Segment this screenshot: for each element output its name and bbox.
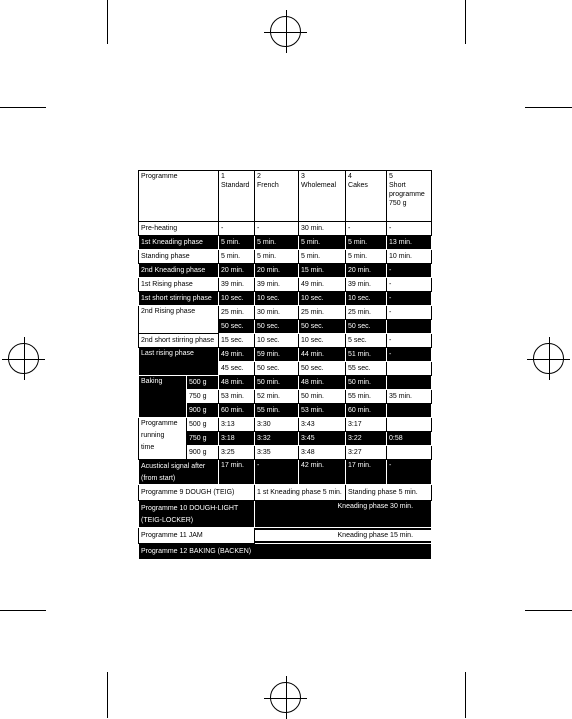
- standing-row: [139, 250, 432, 264]
- cell: 5 min.: [299, 250, 346, 264]
- stir2-row: [139, 334, 432, 348]
- row-label: Last rising phase: [139, 348, 219, 376]
- cell: -: [219, 222, 255, 236]
- cell: 52 min.: [255, 390, 299, 404]
- crop-mark: [107, 672, 108, 718]
- crop-mark: [465, 672, 466, 718]
- cell: 5 min.: [346, 250, 387, 264]
- cell: -: [387, 264, 432, 278]
- programme-9-label: Programme 9 DOUGH (TEIG): [139, 485, 255, 501]
- cell: 25 min.: [219, 306, 255, 320]
- cell: 17 min.: [346, 460, 387, 485]
- cell: 5 sec.: [346, 334, 387, 348]
- cell: 59 min.: [255, 348, 299, 362]
- cell: [387, 362, 432, 376]
- weight-label: 900 g: [187, 446, 219, 460]
- programme-9-phase2: Standing phase 5 min.: [346, 485, 432, 501]
- weight-label: 500 g: [187, 418, 219, 432]
- programme-11-row: [139, 528, 432, 544]
- rise2-row: [139, 306, 432, 320]
- programme-9-phase1: 1 st Kneading phase 5 min.: [255, 485, 346, 501]
- cell: 5 min.: [255, 250, 299, 264]
- programme-11-text: Kneading phase 15 min.: [255, 528, 432, 544]
- cell: 5 min.: [299, 236, 346, 250]
- cell: 17 min.: [219, 460, 255, 485]
- cell: 50 sec.: [219, 320, 255, 334]
- rise1-row: [139, 278, 432, 292]
- cell: 39 min.: [346, 278, 387, 292]
- cell: 3:13: [219, 418, 255, 432]
- cell: 53 min.: [219, 390, 255, 404]
- row-label: 2nd short stirring phase: [139, 334, 219, 348]
- cell: [387, 376, 432, 390]
- col-header-1: 1 Standard: [219, 171, 255, 222]
- cell: [387, 446, 432, 460]
- cell: 50 min.: [255, 376, 299, 390]
- cell: 42 min.: [299, 460, 346, 485]
- row-label: Pre-heating: [139, 222, 219, 236]
- cell: -: [255, 222, 299, 236]
- col-header-2: 2 French: [255, 171, 299, 222]
- cell: 15 sec.: [219, 334, 255, 348]
- weight-label: 900 g: [187, 404, 219, 418]
- cell: 50 min.: [299, 390, 346, 404]
- cell: 5 min.: [255, 236, 299, 250]
- cell: 3:22: [346, 432, 387, 446]
- cell: 10 sec.: [346, 292, 387, 306]
- cell: 30 min.: [255, 306, 299, 320]
- weight-label: 750 g: [187, 390, 219, 404]
- cell: -: [387, 334, 432, 348]
- row-label: 2nd Rising phase: [139, 306, 219, 334]
- cell: 5 min.: [219, 236, 255, 250]
- cell: 55 sec.: [346, 362, 387, 376]
- cell: 25 min.: [346, 306, 387, 320]
- registration-mark-bottom: [270, 682, 301, 713]
- row-label: 1st Rising phase: [139, 278, 219, 292]
- cell: 20 min.: [346, 264, 387, 278]
- cell: 45 sec.: [219, 362, 255, 376]
- cell: 50 sec.: [299, 362, 346, 376]
- cell: 39 min.: [219, 278, 255, 292]
- cell: 48 min.: [299, 376, 346, 390]
- cell: 10 sec.: [255, 334, 299, 348]
- cell: 5 min.: [346, 236, 387, 250]
- cell: 55 min.: [346, 390, 387, 404]
- cell: 0:58: [387, 432, 432, 446]
- row-label: 1st Kneading phase: [139, 236, 219, 250]
- programme-9-row: [139, 485, 432, 501]
- programme-10-row: [139, 501, 432, 528]
- programme-12-label: Programme 12 BAKING (BACKEN): [139, 544, 432, 560]
- cell: 60 min.: [219, 404, 255, 418]
- cell: 51 min.: [346, 348, 387, 362]
- cell: 3:35: [255, 446, 299, 460]
- cell: 10 sec.: [219, 292, 255, 306]
- cell: 50 sec.: [346, 320, 387, 334]
- cell: 10 min.: [387, 250, 432, 264]
- row-label: Standing phase: [139, 250, 219, 264]
- cell: -: [387, 278, 432, 292]
- cell: 3:48: [299, 446, 346, 460]
- cell: 10 sec.: [255, 292, 299, 306]
- cell: 30 min.: [299, 222, 346, 236]
- cell: 50 min.: [346, 376, 387, 390]
- cell: 50 sec.: [299, 320, 346, 334]
- cell: 50 sec.: [255, 320, 299, 334]
- cell: 20 min.: [219, 264, 255, 278]
- lastrise-row: [139, 348, 432, 362]
- cell: -: [255, 460, 299, 485]
- crop-mark: [525, 107, 572, 108]
- crop-mark: [525, 610, 572, 611]
- cell: 3:30: [255, 418, 299, 432]
- acoustic-row: [139, 460, 432, 485]
- baking-row-500: [139, 376, 432, 390]
- row-label: Acustical signal after (from start): [139, 460, 219, 485]
- knead2-row: [139, 264, 432, 278]
- cell: 10 sec.: [299, 334, 346, 348]
- row-label: 1st short stirring phase: [139, 292, 219, 306]
- crop-mark: [107, 0, 108, 44]
- col-header-3: 3 Wholemeal: [299, 171, 346, 222]
- programme-10-label: Programme 10 DOUGH-LIGHT (TEIG-LOCKER): [139, 501, 255, 528]
- col-header-5: 5 Short programme 750 g: [387, 171, 432, 222]
- weight-label: 750 g: [187, 432, 219, 446]
- running-row-500: [139, 418, 432, 432]
- cell: 3:17: [346, 418, 387, 432]
- row-label: Baking: [139, 376, 187, 418]
- registration-mark-right: [533, 343, 564, 374]
- cell: -: [387, 348, 432, 362]
- registration-mark-top: [270, 16, 301, 47]
- cell: 60 min.: [346, 404, 387, 418]
- preheating-row: [139, 222, 432, 236]
- programme-10-text: Kneading phase 30 min.: [255, 501, 432, 528]
- cell: 3:27: [346, 446, 387, 460]
- header-row: [139, 171, 432, 222]
- cell: [387, 404, 432, 418]
- cell: 35 min.: [387, 390, 432, 404]
- cell: 3:32: [255, 432, 299, 446]
- cell: 5 min.: [219, 250, 255, 264]
- registration-mark-left: [8, 343, 39, 374]
- cell: 49 min.: [299, 278, 346, 292]
- cell: -: [387, 222, 432, 236]
- cell: 44 min.: [299, 348, 346, 362]
- cell: 10 sec.: [299, 292, 346, 306]
- cell: 39 min.: [255, 278, 299, 292]
- crop-mark: [0, 610, 46, 611]
- row-label: Programme running time: [139, 418, 187, 460]
- cell: [387, 320, 432, 334]
- stir1-row: [139, 292, 432, 306]
- col-header-4: 4 Cakes: [346, 171, 387, 222]
- cell: 3:43: [299, 418, 346, 432]
- cell: 13 min.: [387, 236, 432, 250]
- cell: -: [387, 460, 432, 485]
- cell: 53 min.: [299, 404, 346, 418]
- programme-12-row: [139, 544, 432, 560]
- row-label: 2nd Kneading phase: [139, 264, 219, 278]
- programme-table: [138, 170, 431, 560]
- cell: 3:25: [219, 446, 255, 460]
- programme-header: Programme: [139, 171, 219, 222]
- cell: 49 min.: [219, 348, 255, 362]
- cell: 25 min.: [299, 306, 346, 320]
- cell: 3:45: [299, 432, 346, 446]
- cell: -: [387, 292, 432, 306]
- cell: -: [387, 306, 432, 320]
- crop-mark: [0, 107, 46, 108]
- weight-label: 500 g: [187, 376, 219, 390]
- crop-mark: [465, 0, 466, 44]
- cell: 50 sec.: [255, 362, 299, 376]
- cell: [387, 418, 432, 432]
- cell: 48 min.: [219, 376, 255, 390]
- knead1-row: [139, 236, 432, 250]
- cell: 3:18: [219, 432, 255, 446]
- programme-11-label: Programme 11 JAM: [139, 528, 255, 544]
- cell: 20 min.: [255, 264, 299, 278]
- cell: 55 min.: [255, 404, 299, 418]
- cell: 15 min.: [299, 264, 346, 278]
- cell: -: [346, 222, 387, 236]
